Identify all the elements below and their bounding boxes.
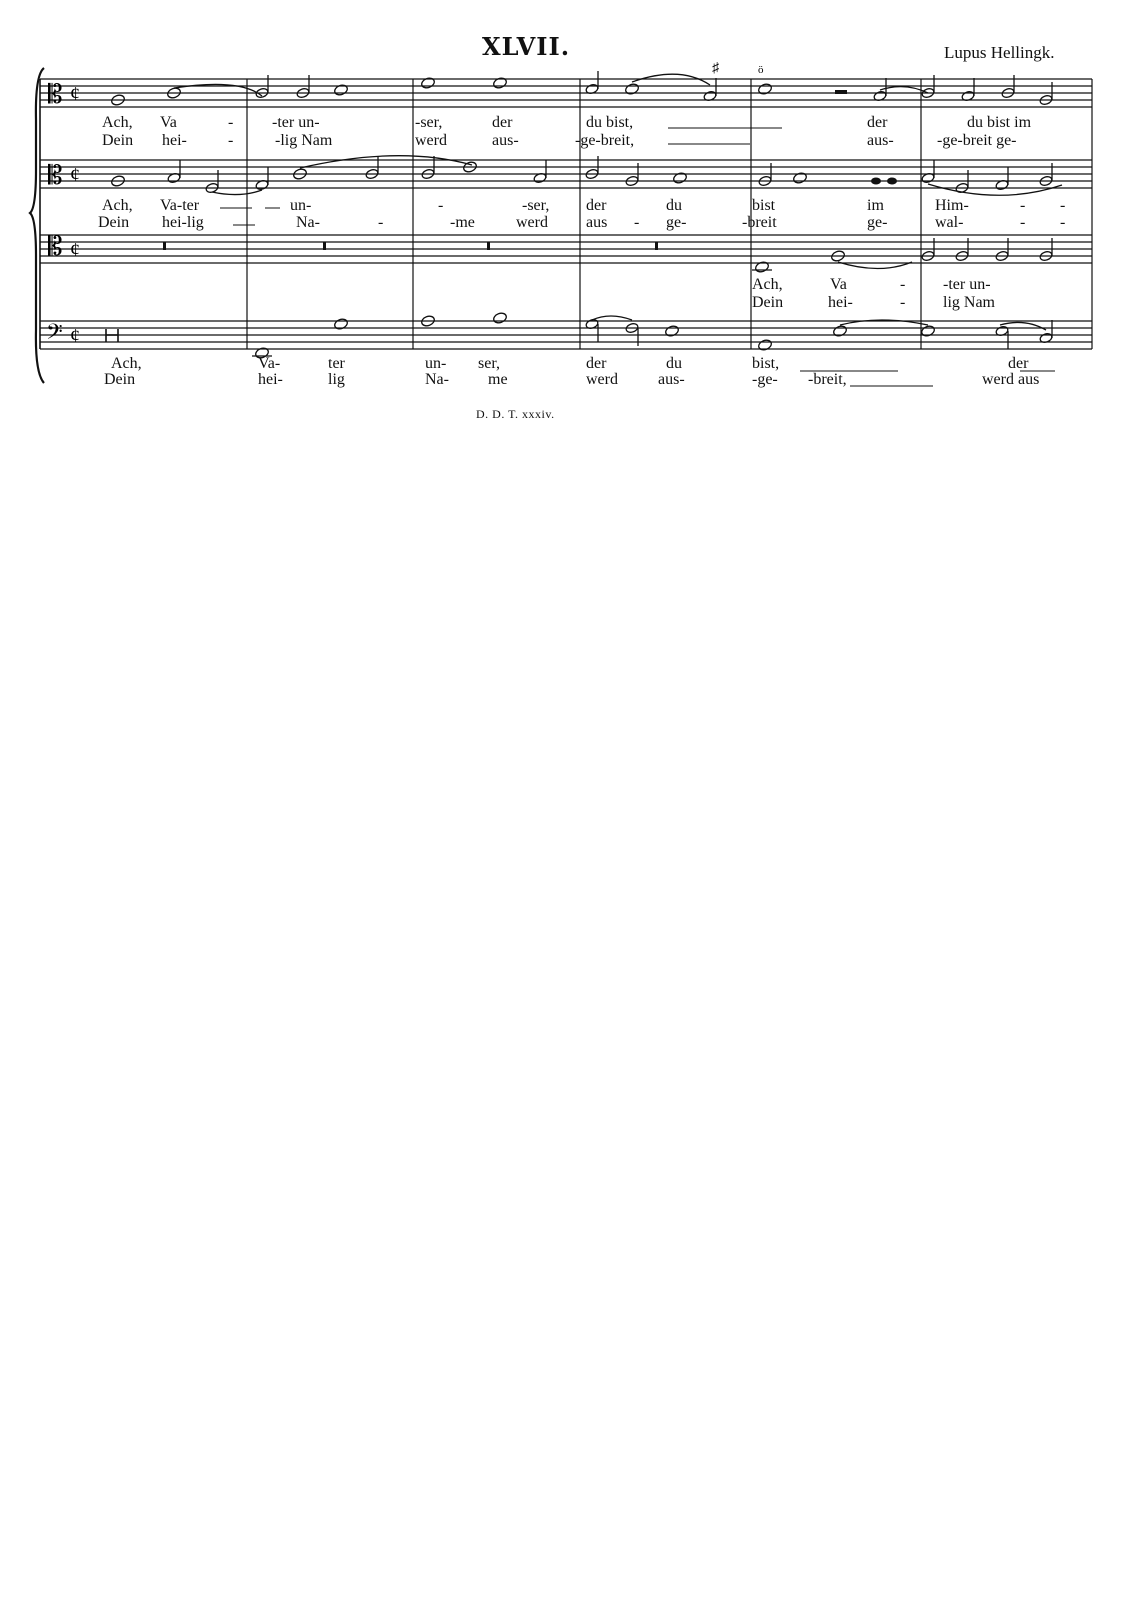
lyric-s1-l2-2: hei-: [162, 132, 187, 149]
lyric-s2-l1-6: der: [586, 197, 607, 214]
lyric-s3-l2-1: Dein: [752, 294, 784, 311]
lyric-s2-l2-8: -: [634, 214, 640, 231]
lyric-s4-l1-6: der: [586, 355, 607, 372]
lyric-s1-l1-6: der: [492, 114, 513, 131]
lyric-s1-l2-1: Dein: [102, 132, 134, 149]
lyric-s1-l2-3: -: [228, 132, 234, 149]
lyric-s2-l2-5: -me: [450, 214, 475, 231]
lyric-s4-l2-10: werd aus: [982, 371, 1040, 388]
lyric-s2-l2-2: hei-lig: [162, 214, 204, 231]
lyric-s2-l1-11: -: [1020, 197, 1026, 214]
lyric-s4-l2-2: hei-: [258, 371, 283, 388]
notes-staff-1: [110, 71, 1053, 106]
lyric-s2-l1-5: -ser,: [522, 197, 550, 214]
cut-time-icon: ¢: [70, 164, 80, 186]
c-clef-icon: 𝄡: [48, 161, 63, 191]
c-clef-icon: 𝄡: [48, 80, 63, 110]
lyric-s2-l1-2: Va-ter: [160, 197, 200, 214]
lyric-s1-l1-2: Va: [160, 114, 177, 131]
lyric-s3-l2-2: hei-: [828, 294, 853, 311]
lyric-s4-l2-6: werd: [586, 371, 618, 388]
lyric-s2-l2-7: aus: [586, 214, 608, 231]
lyric-s4-l1-4: un-: [425, 355, 447, 372]
system-brace: [30, 68, 44, 383]
lyric-s4-l1-2: Va-: [258, 355, 281, 372]
lyric-s2-l2-1: Dein: [98, 214, 130, 231]
lyric-s3-l1-3: -: [900, 276, 906, 293]
f-clef-icon: 𝄢: [46, 320, 63, 350]
breve-icon: [106, 329, 118, 342]
rest-icon: [835, 90, 847, 94]
lyric-s1-l1-4: -ter un-: [272, 114, 320, 131]
staff-4: [40, 312, 1092, 360]
lyric-s2-l1-8: bist: [752, 197, 776, 214]
lyric-s2-l2-9: ge-: [666, 214, 687, 231]
cut-time-icon: ¢: [70, 83, 80, 105]
lyric-s4-l1-7: du: [666, 355, 682, 372]
lyric-s2-l1-4: -: [438, 197, 444, 214]
staff-1: [40, 61, 1092, 110]
lyric-s2-l2-3: Na-: [296, 214, 320, 231]
lyric-s4-l1-9: der: [1008, 355, 1029, 372]
sharp-icon: ♯: [712, 61, 719, 76]
lyric-s4-l2-5: me: [488, 371, 508, 388]
lyric-s4-l2-8: -ge-: [752, 371, 778, 388]
piece-number: XLVII.: [482, 32, 571, 61]
lyric-s1-l1-3: -: [228, 114, 234, 131]
cut-time-icon: ¢: [70, 325, 80, 347]
lyric-s4-l1-8: bist,: [752, 355, 780, 372]
lyric-s1-l1-1: Ach,: [102, 114, 133, 131]
lyric-s1-l2-9: -ge-breit ge-: [937, 132, 1017, 149]
lyric-s2-l2-4: -: [378, 214, 384, 231]
lyric-s1-l2-5: werd: [415, 132, 447, 149]
lyric-s1-l1-7: du bist,: [586, 114, 634, 131]
lyric-s2-l1-9: im: [867, 197, 884, 214]
lyric-s1-l2-4: -lig Nam: [275, 132, 333, 149]
lyric-s1-l2-6: aus-: [492, 132, 519, 149]
cut-time-icon: ¢: [70, 239, 80, 261]
lyric-s4-l1-3: ter: [328, 355, 345, 372]
c-clef-icon: 𝄡: [48, 232, 63, 262]
lyric-s2-l2-12: wal-: [935, 214, 964, 231]
lyric-s1-l1-8: der: [867, 114, 888, 131]
lyric-s1-l1-9: du bist im: [967, 114, 1032, 131]
lyric-s2-l2-13: -: [1020, 214, 1026, 231]
staff-3: [40, 232, 1092, 273]
lyric-s4-l1-5: ser,: [478, 355, 501, 372]
lyric-s2-l1-1: Ach,: [102, 197, 133, 214]
lyric-s1-l1-5: -ser,: [415, 114, 443, 131]
notes-staff-2: [110, 156, 1062, 196]
lyric-s2-l2-10: -breit: [742, 214, 777, 231]
lyric-s1-l2-7: -ge-breit,: [575, 132, 635, 149]
lyric-s4-l2-1: Dein: [104, 371, 136, 388]
lyric-s4-l2-7: aus-: [658, 371, 685, 388]
lyric-s4-l1-1: Ach,: [111, 355, 142, 372]
lyric-s2-l1-10: Him-: [935, 197, 969, 214]
lyric-s4-l2-3: lig: [328, 371, 345, 388]
lyric-s2-l1-7: du: [666, 197, 682, 214]
lyric-s3-l2-4: lig Nam: [943, 294, 995, 311]
lyric-s2-l2-11: ge-: [867, 214, 888, 231]
composer-name: Lupus Hellingk.: [944, 43, 1055, 62]
lyric-s2-l1-12: -: [1060, 197, 1066, 214]
lyric-s3-l1-2: Va: [830, 276, 847, 293]
lyric-s2-l2-14: -: [1060, 214, 1066, 231]
staff-2: [40, 156, 1092, 196]
lyric-s2-l1-3: un-: [290, 197, 312, 214]
lyric-s3-l1-1: Ach,: [752, 276, 783, 293]
lyric-s4-l2-4: Na-: [425, 371, 449, 388]
quarter-note-icon: [871, 178, 881, 185]
source-reference: D. D. T. xxxiv.: [476, 407, 555, 421]
small-note-icon: ö: [758, 64, 764, 76]
quarter-note-icon: [887, 178, 897, 185]
lyric-s1-l2-8: aus-: [867, 132, 894, 149]
lyric-s4-l2-9: -breit,: [808, 371, 847, 388]
lyric-s2-l2-6: werd: [516, 214, 548, 231]
lyric-s3-l1-4: -ter un-: [943, 276, 991, 293]
lyric-s3-l2-3: -: [900, 294, 906, 311]
